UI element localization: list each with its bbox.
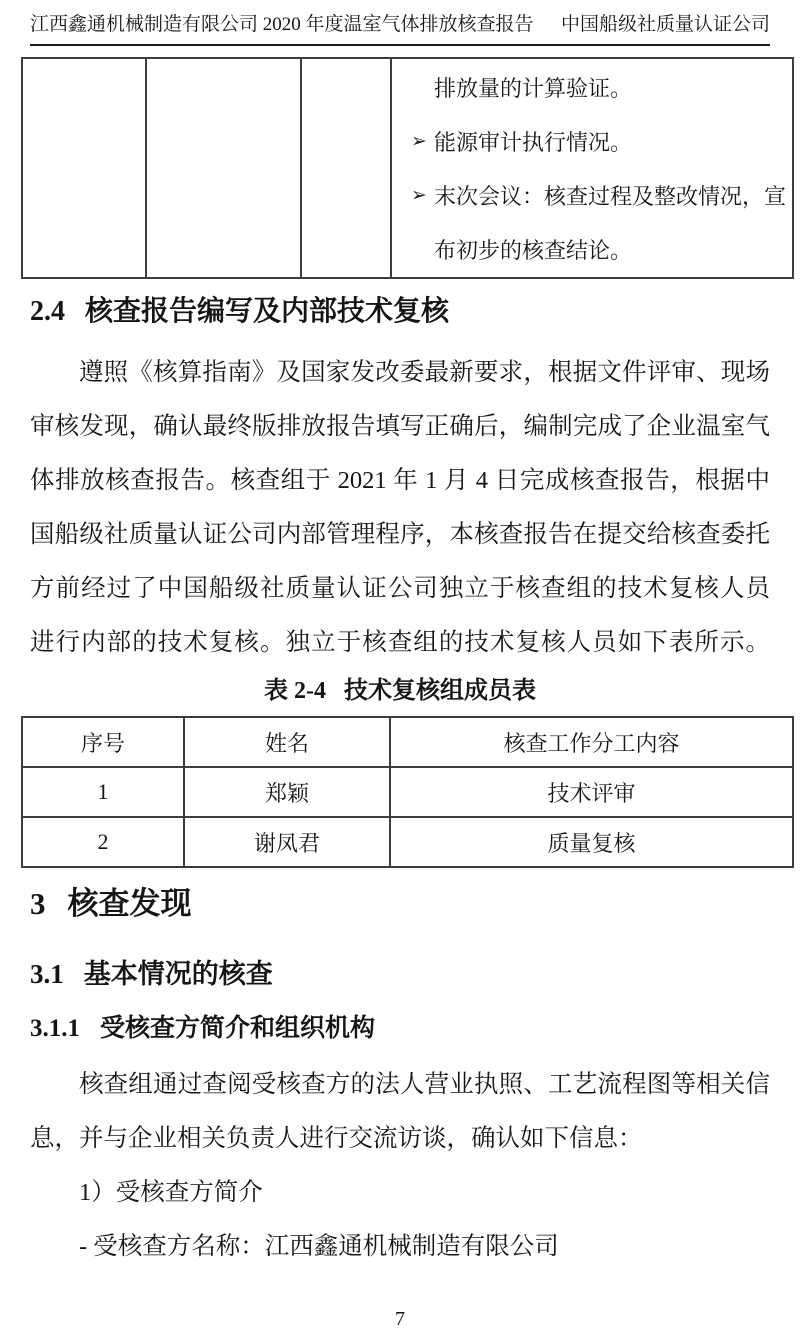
column-header-duty: 核查工作分工内容 (390, 717, 793, 767)
agenda-text: 末次会议：核查过程及整改情况，宣 (434, 183, 787, 209)
paragraph-3-1-1 (30, 1058, 770, 1274)
empty-cell-1 (22, 58, 146, 278)
body-line: 息，并与企业相关负责人进行交流访谈，确认如下信息： (30, 1125, 643, 1152)
agenda-line (404, 222, 788, 276)
body-line: 核查组通过查阅受核查方的法人营业执照、工艺流程图等相关信 (79, 1071, 770, 1098)
cell-serial: 2 (22, 817, 184, 867)
agenda-text: 布初步的核查结论。 (434, 237, 633, 263)
cell-name: 谢凤君 (184, 817, 390, 867)
members-table (21, 716, 794, 868)
cell-name: 郑颖 (184, 767, 390, 817)
body-line: 进行内部的技术复核。独立于核查组的技术复核人员如下表所示。 (30, 629, 770, 656)
body-line: 体排放核查报告。核查组于 2021 年 1 月 4 日完成核查报告，根据中 (30, 467, 770, 494)
table-row (22, 58, 793, 278)
agenda-line (404, 168, 788, 222)
table-2-4-caption (30, 676, 770, 706)
heading-number: 3.1.1 (30, 1015, 80, 1042)
bullet-icon: ➢ (411, 130, 427, 152)
agenda-cell (391, 58, 793, 278)
empty-cell-2 (146, 58, 301, 278)
cell-duty: 质量复核 (390, 817, 793, 867)
page-number: 7 (395, 1308, 405, 1330)
header-certifier-name: 中国船级社质量认证公司 (560, 14, 770, 35)
column-header-serial: 序号 (22, 717, 184, 767)
section-heading-3-1-1 (30, 1014, 770, 1044)
section-heading-2-4 (30, 295, 770, 329)
heading-text: 基本情况的核查 (83, 959, 273, 989)
cell-duty: 技术评审 (390, 767, 793, 817)
section-heading-3 (30, 886, 770, 922)
list-item: - 受核查方名称：江西鑫通机械制造有限公司 (79, 1233, 559, 1260)
heading-number: 2.4 (30, 296, 65, 327)
section-heading-3-1 (30, 958, 770, 990)
column-header-name: 姓名 (184, 717, 390, 767)
body-line: 方前经过了中国船级社质量认证公司独立于核查组的技术复核人员 (30, 575, 770, 602)
heading-text: 核查发现 (67, 886, 192, 921)
heading-number: 3.1 (30, 959, 64, 989)
body-line: 遵照《核算指南》及国家发改委最新要求，根据文件评审、现场 (79, 359, 770, 386)
list-item: 1）受核查方简介 (79, 1179, 263, 1206)
member-row (22, 817, 793, 867)
heading-number: 3 (30, 886, 46, 921)
agenda-line (404, 60, 788, 114)
caption-label: 表 2-4 (264, 678, 326, 704)
caption-title: 技术复核组成员表 (344, 678, 536, 704)
cell-serial: 1 (22, 767, 184, 817)
member-row (22, 767, 793, 817)
body-line: 审核发现，确认最终版排放报告填写正确后，编制完成了企业温室气 (30, 413, 770, 440)
bullet-icon: ➢ (411, 184, 427, 206)
page-header (30, 0, 770, 46)
continuation-table (21, 57, 794, 279)
heading-text: 核查报告编写及内部技术复核 (85, 296, 450, 327)
empty-cell-3 (301, 58, 391, 278)
agenda-text: 能源审计执行情况。 (434, 129, 633, 155)
body-line: 国船级社质量认证公司内部管理程序，本核查报告在提交给核查委托 (30, 521, 770, 548)
heading-text: 受核查方简介和组织机构 (100, 1015, 376, 1042)
table-header-row (22, 717, 793, 767)
paragraph-2-4 (30, 346, 770, 670)
header-report-title: 江西鑫通机械制造有限公司 2020 年度温室气体排放核查报告 (30, 14, 534, 35)
agenda-text: 排放量的计算验证。 (434, 75, 633, 101)
agenda-line (404, 114, 788, 168)
